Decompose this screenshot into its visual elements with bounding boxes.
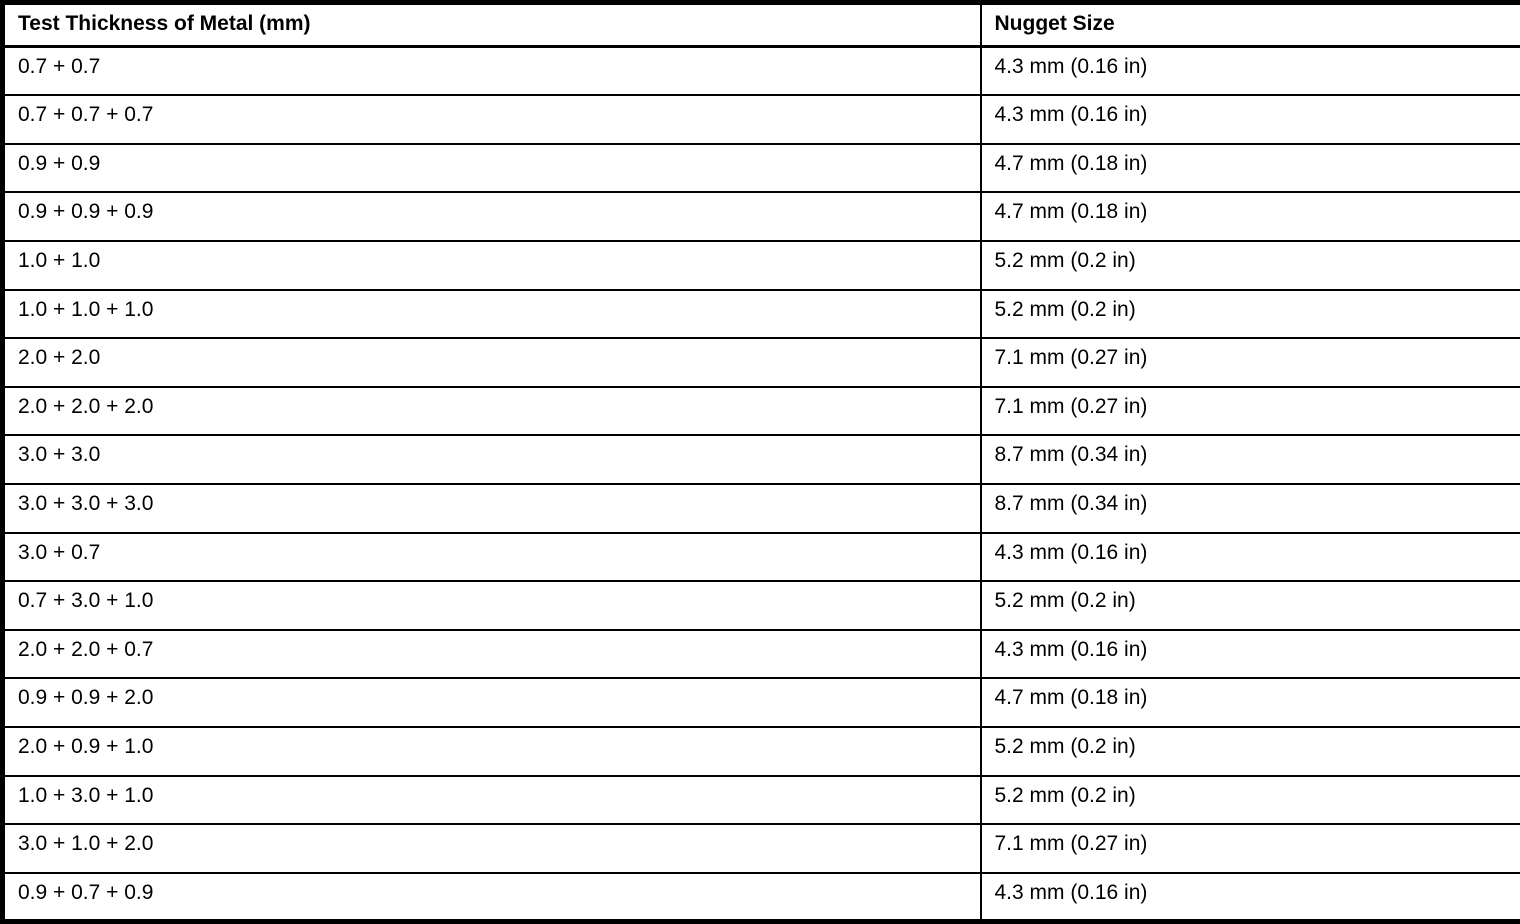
nugget-size-cell: 4.7 mm (0.18 in) [981,678,1520,727]
table-row [3,873,1520,922]
thickness-cell: 1.0 + 3.0 + 1.0 [3,776,981,825]
table-row [3,678,1520,727]
thickness-cell: 0.7 + 0.7 [3,47,981,96]
nugget-size-cell: 8.7 mm (0.34 in) [981,435,1520,484]
thickness-cell: 0.9 + 0.9 [3,144,981,193]
table-row [3,824,1520,873]
nugget-size-cell: 5.2 mm (0.2 in) [981,581,1520,630]
thickness-cell: 3.0 + 0.7 [3,533,981,582]
thickness-cell: 2.0 + 2.0 [3,338,981,387]
table-row [3,630,1520,679]
thickness-cell: 0.7 + 3.0 + 1.0 [3,581,981,630]
thickness-cell: 3.0 + 3.0 + 3.0 [3,484,981,533]
nugget-size-cell: 4.3 mm (0.16 in) [981,873,1520,922]
nugget-size-cell: 4.3 mm (0.16 in) [981,533,1520,582]
nugget-size-cell: 4.3 mm (0.16 in) [981,47,1520,96]
thickness-cell: 3.0 + 3.0 [3,435,981,484]
table-row [3,95,1520,144]
nugget-size-cell: 5.2 mm (0.2 in) [981,241,1520,290]
nugget-size-cell: 5.2 mm (0.2 in) [981,727,1520,776]
nugget-size-cell: 8.7 mm (0.34 in) [981,484,1520,533]
nugget-size-cell: 7.1 mm (0.27 in) [981,824,1520,873]
table-row [3,387,1520,436]
table-row [3,484,1520,533]
table-row [3,192,1520,241]
nugget-size-cell: 5.2 mm (0.2 in) [981,776,1520,825]
table-row [3,776,1520,825]
thickness-cell: 0.9 + 0.9 + 2.0 [3,678,981,727]
nugget-size-cell: 4.3 mm (0.16 in) [981,630,1520,679]
column-header-thickness: Test Thickness of Metal (mm) [3,3,981,47]
header-row [3,3,1520,47]
thickness-cell: 2.0 + 2.0 + 2.0 [3,387,981,436]
thickness-cell: 0.9 + 0.7 + 0.9 [3,873,981,922]
table-row [3,435,1520,484]
table-body [3,47,1520,922]
nugget-size-cell: 5.2 mm (0.2 in) [981,290,1520,339]
nugget-size-cell: 4.7 mm (0.18 in) [981,192,1520,241]
thickness-cell: 1.0 + 1.0 + 1.0 [3,290,981,339]
thickness-cell: 0.7 + 0.7 + 0.7 [3,95,981,144]
table-row [3,533,1520,582]
table-row [3,241,1520,290]
nugget-size-cell: 7.1 mm (0.27 in) [981,338,1520,387]
column-header-nugget-size: Nugget Size [981,3,1520,47]
nugget-size-cell: 7.1 mm (0.27 in) [981,387,1520,436]
table-row [3,727,1520,776]
thickness-cell: 2.0 + 2.0 + 0.7 [3,630,981,679]
thickness-cell: 0.9 + 0.9 + 0.9 [3,192,981,241]
table-header [3,3,1520,47]
thickness-cell: 1.0 + 1.0 [3,241,981,290]
thickness-cell: 3.0 + 1.0 + 2.0 [3,824,981,873]
nugget-size-cell: 4.3 mm (0.16 in) [981,95,1520,144]
thickness-cell: 2.0 + 0.9 + 1.0 [3,727,981,776]
table-row [3,290,1520,339]
nugget-size-cell: 4.7 mm (0.18 in) [981,144,1520,193]
table-row [3,581,1520,630]
table-row [3,47,1520,96]
table-row [3,338,1520,387]
table-row [3,144,1520,193]
